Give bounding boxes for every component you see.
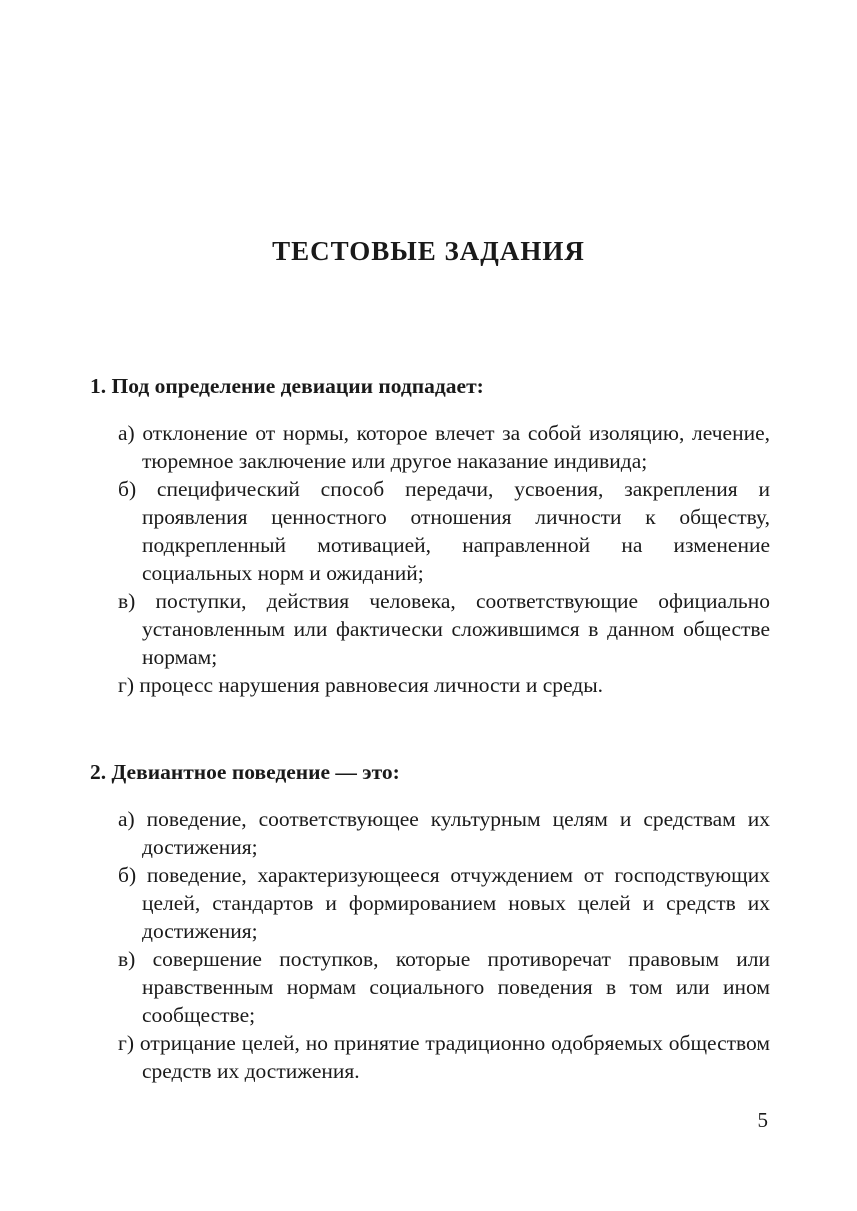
answer-option-a: а) поведение, соответствующее культурным целям и средствам их достижения;: [118, 807, 770, 859]
page-title: ТЕСТОВЫЕ ЗАДАНИЯ: [272, 236, 585, 266]
answer-option-d: г) процесс нарушения равновесия личности и среды.: [118, 673, 604, 697]
answer-option-a: а) отклонение от нормы, которое влечет за собой изоляцию, лечение, тюремное заключение или другое наказание индивида;: [118, 421, 770, 473]
question-title: 1. Под определение девиации подпадает:: [90, 374, 484, 398]
answer-option-b: б) поведение, характеризующееся отчуждением от господствующих целей, стандартов и формированием новых целей и средств их достижения;: [118, 863, 770, 943]
answer-option-d: г) отрицание целей, но принятие традиционно одобряемых обществом средств их достижения.: [118, 1031, 770, 1083]
answer-option-b: б) специфический способ передачи, усвоения, закрепления и проявления ценностного отношения личности к обществу, подкрепленный мотивацией, направленной на изменение социальных норм и ожиданий;: [118, 477, 770, 585]
answer-options: [90, 419, 770, 699]
question-title: 2. Девиантное поведение — это:: [90, 760, 400, 784]
question-1: [90, 372, 770, 699]
answer-options: [90, 805, 770, 1085]
question-2: [90, 758, 770, 1085]
answer-option-c: в) поступки, действия человека, соответствующие официально установленным или фактически сложившимся в данном обществе нормам;: [118, 589, 770, 669]
answer-option-c: в) совершение поступков, которые противоречат правовым или нравственным нормам социального поведения в том или ином сообществе;: [118, 947, 770, 1027]
page-number: 5: [757, 1108, 768, 1132]
